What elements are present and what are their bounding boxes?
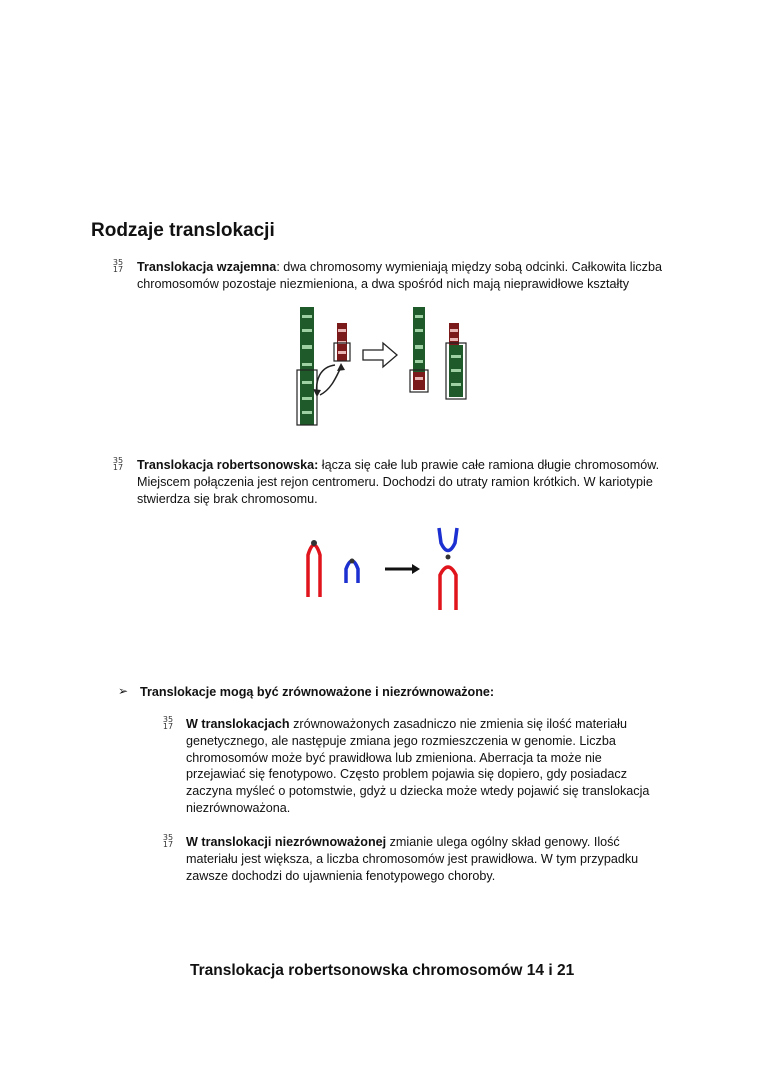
item-robertsonian-label: Translokacja robertsonowska: <box>137 458 319 472</box>
chromosome-red-arm <box>308 545 320 597</box>
transition-arrow-icon <box>363 343 397 367</box>
sub-item-balanced-label: W translokacjach <box>186 717 290 731</box>
item-robertsonian-text: łącza się całe lub prawie całe ramiona długie chromosomów. Miejscem połączenia jest rejon centromeru. Dochodzi do utraty ramion krótkich. W kariotypie stwierdza się brak chromosomu. <box>137 458 660 506</box>
arrow-icon <box>412 564 420 574</box>
item-reciprocal-text: : dwa chromosomy wymieniają między sobą odcinki. Całkowita liczba chromosomów pozostaje niezmieniona, a dwa spośród nich mają nieprawidłowe kształty <box>137 260 662 291</box>
sub-item-unbalanced-label: W translokacji niezrównoważonej <box>186 835 387 849</box>
page-title: Rodzaje translokacji <box>91 220 275 241</box>
item-reciprocal <box>137 259 697 293</box>
sub-item-balanced-text: zrównoważonych zasadniczo nie zmienia się ilość materiału genetycznego, ale następuje zmiana jego rozmieszczenia w genomie. Liczba chromosomów może być prawidłowa lub zmieniona. Aberracja ta może nie przejawiać się fenotypowo. Często problem pojawia się dopiero, gdy posiadacz zaczyna myśleć o potomstwie, gdyż u dziecka może wtedy pojawić się translokacja niezrównoważona. <box>186 717 650 815</box>
sub-item-unbalanced-text: zmianie ulega ogólny skład genowy. Ilość materiału jest większa, a liczba chromosomów jest prawidłowa. W tym przypadku zawsze dochodzi do ujawnienia fenotypowego choroby. <box>186 835 639 883</box>
bullet-icon: 35 17 <box>162 715 174 731</box>
item-reciprocal-label: Translokacja wzajemna <box>137 260 277 274</box>
reciprocal-translocation-diagram <box>295 305 475 430</box>
bullet-icon: 35 17 <box>162 833 174 849</box>
balanced-heading: Translokacje mogą być zrównoważone i niezrównoważone: <box>140 685 495 699</box>
section-title: Translokacja robertsonowska chromosomów 14 i 21 <box>190 962 575 979</box>
robertsonian-diagram <box>300 525 470 615</box>
bullet-icon: 35 17 <box>112 456 124 472</box>
bullet-icon: 35 17 <box>112 258 124 274</box>
item-robertsonian <box>137 457 677 507</box>
sub-item-balanced <box>186 716 661 817</box>
arrow-bullet-icon: ➢ <box>118 684 129 698</box>
sub-item-unbalanced <box>186 834 661 884</box>
chromosome-blue-arm <box>346 561 358 583</box>
